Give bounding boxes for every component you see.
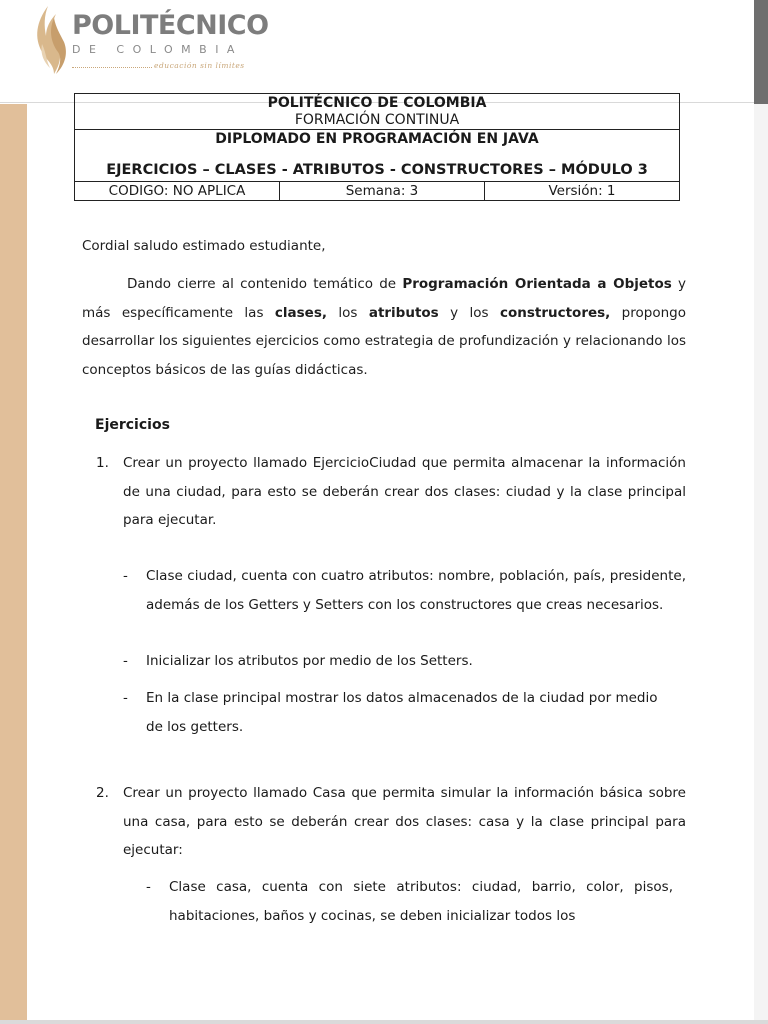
header-code: CODIGO: NO APLICA	[75, 182, 280, 201]
bullet-text: Clase ciudad, cuenta con cuatro atributos: nombre, población, país, presidente, además de los Getters y Setters con los constructores que creas necesarios.	[146, 568, 686, 613]
exercise-number: 2.	[96, 785, 109, 801]
exercise-text: Crear un proyecto llamado EjercicioCiudad que permita almacenar la información de una ciudad, para esto se deberán crear dos clases: ciudad y la clase principal para ejecutar.	[123, 455, 686, 528]
logo-tagline: educación sin límites	[154, 61, 245, 70]
scrollbar-thumb[interactable]	[754, 0, 768, 104]
header-diploma: DIPLOMADO EN PROGRAMACIÓN EN JAVA	[215, 131, 539, 147]
intro-part-1: Dando cierre al contenido temático de	[127, 276, 403, 292]
header-program: FORMACIÓN CONTINUA	[294, 112, 460, 128]
bullet-dash: -	[123, 653, 128, 669]
exercise-item	[96, 779, 686, 865]
flame-icon	[32, 4, 70, 78]
header-cell-diploma	[75, 130, 680, 182]
header-cell-title	[75, 94, 680, 130]
exercise-bullet	[123, 684, 676, 741]
intro-bold-clases: clases,	[274, 304, 327, 321]
page-bottom-edge	[0, 1020, 768, 1024]
exercise-bullet	[123, 647, 686, 676]
logo-name: POLITÉCNICO	[72, 10, 269, 41]
intro-bold-constructores: constructores,	[499, 304, 611, 321]
bullet-text: En la clase principal mostrar los datos almacenados de la ciudad por medio de los getters.	[146, 690, 658, 735]
intro-part-4: y los	[438, 304, 500, 321]
logo-dotted-rule	[72, 67, 152, 68]
exercise-bullet	[146, 873, 673, 930]
exercise-text: Crear un proyecto llamado Casa que permita simular la información básica sobre una casa, para esto se deberán crear dos clases: casa y la clase principal para ejecutar:	[123, 785, 686, 858]
intro-bold-atributos: atributos	[368, 304, 439, 321]
bullet-text: Inicializar los atributos por medio de los Setters.	[146, 653, 473, 669]
section-title: Ejercicios	[95, 417, 170, 433]
document-header-table	[74, 93, 680, 201]
header-module-title: EJERCICIOS – CLASES - ATRIBUTOS - CONSTRUCTORES – MÓDULO 3	[106, 162, 648, 178]
institution-logo	[30, 4, 270, 78]
bullet-dash: -	[123, 690, 128, 706]
header-version: Versión: 1	[485, 182, 680, 201]
bullet-dash: -	[146, 879, 151, 895]
scrollbar-track[interactable]	[754, 0, 768, 1024]
exercise-item	[96, 449, 686, 535]
bullet-text: Clase casa, cuenta con siete atributos: ciudad, barrio, color, pisos, habitaciones, baños y cocinas, se deben inicializar todos los	[169, 879, 673, 924]
intro-part-2: y más específicamente las	[82, 276, 686, 321]
intro-part-5: propongo desarrollar los siguientes ejercicios como estrategia de profundización y relacionando los conceptos básicos de las guías didácticas.	[82, 304, 686, 378]
intro-paragraph	[82, 270, 686, 384]
header-institution: POLITÉCNICO DE COLOMBIA	[267, 95, 487, 111]
logo-subname: DE COLOMBIA	[72, 43, 243, 56]
header-week: Semana: 3	[280, 182, 485, 201]
intro-part-3: los	[327, 304, 369, 321]
bullet-dash: -	[123, 568, 128, 584]
intro-bold-poo: Programación Orientada a Objetos	[402, 276, 672, 292]
exercise-bullet	[123, 562, 686, 619]
greeting-text: Cordial saludo estimado estudiante,	[82, 238, 326, 254]
left-decorative-band	[0, 104, 27, 1020]
exercise-number: 1.	[96, 455, 109, 471]
